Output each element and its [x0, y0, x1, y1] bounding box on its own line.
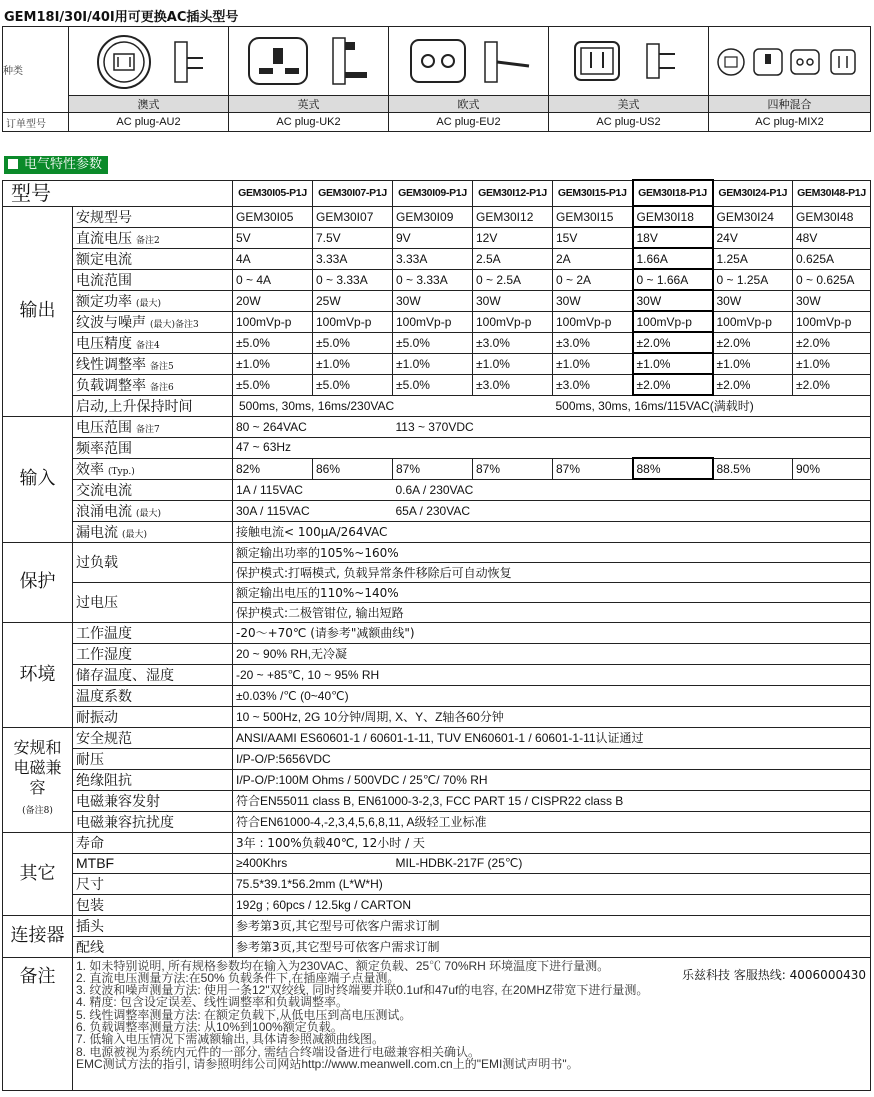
row-label-note: 备注2 [136, 235, 160, 246]
plug-order-us: AC plug-US2 [549, 113, 709, 132]
mix-plug-icon [709, 28, 869, 94]
cell: 10 ~ 500Hz, 2G 10分钟/周期, X、Y、Z轴各60分钟 [233, 706, 871, 727]
note-line: 7. 低输入电压情况下需减额输出, 具体请参照减额曲线图。 [76, 1032, 385, 1047]
uk-plug-icon [229, 28, 387, 94]
plug-table [2, 26, 871, 132]
row-label-text: 线性调整率 [76, 356, 146, 373]
cell: 0.6A / 230VAC [393, 479, 871, 500]
cell: 9V [393, 227, 473, 248]
cell: 0 ~ 4A [233, 269, 313, 290]
group-other: 其它 [3, 832, 73, 915]
cell: GEM30I15 [553, 206, 633, 227]
cell: 20 ~ 90% RH,无冷凝 [233, 643, 871, 664]
cell: 30W [393, 290, 473, 311]
cell: 48V [793, 227, 871, 248]
note-line: 6. 负载调整率测量方法: 从10%到100%额定负载。 [76, 1019, 343, 1034]
row-frequency [3, 437, 871, 458]
plug-uk-image [229, 27, 389, 96]
row-label: 交流电流 [73, 479, 233, 500]
cell: ±1.0% [713, 353, 793, 374]
row-label [73, 353, 233, 374]
row-cable [3, 936, 871, 957]
row-emc-emission [3, 790, 871, 811]
plug-name-eu: 欧式 [389, 96, 549, 113]
cell: ±5.0% [233, 332, 313, 353]
cell: 30A / 115VAC [233, 500, 393, 521]
cell: ±3.0% [553, 374, 633, 395]
row-label-note: 备注7 [136, 424, 160, 435]
section-heading-text: 电气特性参数 [24, 157, 103, 172]
row-label [73, 500, 233, 521]
cell: 30W [633, 290, 713, 311]
cell: 192g ; 60pcs / 12.5kg / CARTON [233, 894, 871, 915]
cell: 额定输出功率的105%~160% [233, 542, 871, 562]
row-overvoltage-1 [3, 582, 871, 602]
row-withstand [3, 748, 871, 769]
row-line-regulation [3, 353, 871, 374]
plug-name-us: 美式 [549, 96, 709, 113]
row-temp-coeff [3, 685, 871, 706]
row-emc-immunity [3, 811, 871, 832]
cell: 100mVp-p [313, 311, 393, 332]
cell: 12V [473, 227, 553, 248]
au-plug-icon [69, 28, 227, 94]
cell: 100mVp-p [713, 311, 793, 332]
row-dc-voltage [3, 227, 871, 248]
row-label: 插头 [73, 915, 233, 936]
cell: GEM30I12 [473, 206, 553, 227]
row-ac-current [3, 479, 871, 500]
cell: ±5.0% [393, 332, 473, 353]
cell: ±1.0% [793, 353, 871, 374]
row-leakage [3, 521, 871, 542]
cell: 0 ~ 1.25A [713, 269, 793, 290]
model-header-label: 型号 [3, 180, 233, 206]
row-label [73, 374, 233, 395]
row-label-note: (最大) [122, 529, 148, 540]
row-label-text: 电压精度 [76, 335, 132, 352]
cell: 接触电流< 100μA/264VAC [233, 521, 871, 542]
cell: GEM30I48 [793, 206, 871, 227]
row-efficiency [3, 458, 871, 479]
model-name: GEM30I12-P1J [473, 180, 553, 206]
cell: 87% [553, 458, 633, 479]
row-label-text: 电压范围 [76, 419, 132, 436]
cell: 24V [713, 227, 793, 248]
us-plug-icon [549, 28, 707, 94]
eu-plug-icon [389, 28, 547, 94]
cell: 0 ~ 0.625A [793, 269, 871, 290]
row-isolation [3, 769, 871, 790]
row-label [73, 332, 233, 353]
cell: 100mVp-p [633, 311, 713, 332]
plug-eu-image [389, 27, 549, 96]
row-current-range [3, 269, 871, 290]
cell: ≥400Khrs [233, 853, 393, 873]
cell: 100mVp-p [553, 311, 633, 332]
row-inrush [3, 500, 871, 521]
group-safety-emc-title: 安规和电磁兼容 [13, 738, 62, 797]
row-label-note: 备注4 [136, 340, 160, 351]
row-label-text: 浪涌电流 [76, 503, 132, 520]
cell: 18V [633, 227, 713, 248]
row-label: 过负载 [73, 542, 233, 582]
row-label-note: (最大) [136, 298, 162, 309]
row-label-text: 纹波与噪声 [76, 314, 146, 331]
row-label: 耐压 [73, 748, 233, 769]
row-overload-1 [3, 542, 871, 562]
cell: ±5.0% [393, 374, 473, 395]
cell: ±1.0% [473, 353, 553, 374]
cell: ANSI/AAMI ES60601-1 / 60601-1-11, TUV EN60601-1 / 60601-1-11认证通过 [233, 727, 871, 748]
row-label: 安全规范 [73, 727, 233, 748]
model-name: GEM30I24-P1J [713, 180, 793, 206]
cell: 保护模式:打嗝模式, 负载异常条件移除后可自动恢复 [233, 562, 871, 582]
cell: GEM30I09 [393, 206, 473, 227]
row-label [73, 290, 233, 311]
row-setup-time [3, 395, 871, 416]
row-label [73, 227, 233, 248]
group-protection: 保护 [3, 542, 73, 622]
cell: ±2.0% [633, 332, 713, 353]
row-plug [3, 915, 871, 936]
cell: 90% [793, 458, 871, 479]
row-label: 电流范围 [73, 269, 233, 290]
cell: 3.33A [313, 248, 393, 269]
cell: I/P-O/P:100M Ohms / 500VDC / 25℃/ 70% RH [233, 769, 871, 790]
cell: 80 ~ 264VAC [233, 416, 393, 437]
row-label [73, 521, 233, 542]
row-label-note: 备注5 [150, 361, 174, 372]
row-label [73, 458, 233, 479]
cell: ±5.0% [313, 332, 393, 353]
cell: 符合EN61000-4,-2,3,4,5,6,8,11, A级轻工业标准 [233, 811, 871, 832]
row-label: MTBF [73, 853, 233, 873]
plug-name-uk: 英式 [229, 96, 389, 113]
row-label: 工作温度 [73, 622, 233, 643]
cell: 86% [313, 458, 393, 479]
cell: ±0.03% /℃ (0~40℃) [233, 685, 871, 706]
cell: 113 ~ 370VDC [393, 416, 871, 437]
cell: ±2.0% [633, 374, 713, 395]
row-label-note: (Typ.) [108, 466, 135, 477]
page-title: GEM18I/30I/40I用可更换AC插头型号 [4, 10, 239, 25]
row-packing [3, 894, 871, 915]
cell: 2.5A [473, 248, 553, 269]
cell: I/P-O/P:5656VDC [233, 748, 871, 769]
cell: ±2.0% [713, 374, 793, 395]
cell: 参考第3页,其它型号可依客户需求订制 [233, 936, 871, 957]
row-label: 启动,上升保持时间 [73, 395, 233, 416]
plug-order-mix: AC plug-MIX2 [709, 113, 871, 132]
cell: 88.5% [713, 458, 793, 479]
row-label-text: 效率 [76, 461, 104, 478]
cell: 2A [553, 248, 633, 269]
cell: 0.625A [793, 248, 871, 269]
note-line: 1. 如未特别说明, 所有规格参数均在输入为230VAC、额定负载、25℃ 70%RH 环境温度下进行量测。 [76, 958, 610, 973]
cell: 0 ~ 3.33A [393, 269, 473, 290]
cell: 0 ~ 3.33A [313, 269, 393, 290]
row-storage [3, 664, 871, 685]
plug-us-image [549, 27, 709, 96]
cell: GEM30I24 [713, 206, 793, 227]
plug-order-au: AC plug-AU2 [69, 113, 229, 132]
row-label: 耐振动 [73, 706, 233, 727]
row-dimension [3, 873, 871, 894]
cell: ±2.0% [713, 332, 793, 353]
group-safety-emc [3, 727, 73, 832]
cell: 47 ~ 63Hz [233, 437, 871, 458]
plug-order-uk: AC plug-UK2 [229, 113, 389, 132]
row-label-note: (最大) [136, 508, 162, 519]
model-name: GEM30I48-P1J [793, 180, 871, 206]
cell: 15V [553, 227, 633, 248]
plug-order-eu: AC plug-EU2 [389, 113, 549, 132]
cell: 3.33A [393, 248, 473, 269]
cell: ±2.0% [793, 332, 871, 353]
cell: ±5.0% [313, 374, 393, 395]
cell: 4A [233, 248, 313, 269]
row-mtbf [3, 853, 871, 873]
cell: ±1.0% [233, 353, 313, 374]
cell: 100mVp-p [233, 311, 313, 332]
cell: 87% [393, 458, 473, 479]
cell: 82% [233, 458, 313, 479]
row-label: 寿命 [73, 832, 233, 853]
cell: 30W [553, 290, 633, 311]
row-label-note: (最大)备注3 [150, 319, 199, 330]
row-input-voltage [3, 416, 871, 437]
cell: ±1.0% [393, 353, 473, 374]
plug-mix-image [709, 27, 871, 96]
row-label: 电磁兼容抗扰度 [73, 811, 233, 832]
row-label-text: 漏电流 [76, 524, 118, 541]
row-label [73, 311, 233, 332]
cell: 100mVp-p [393, 311, 473, 332]
cell: ±3.0% [553, 332, 633, 353]
note-line: 5. 线性调整率测量方法: 在额定负载下,从低电压到高电压测试。 [76, 1007, 412, 1022]
row-rated-current [3, 248, 871, 269]
row-work-temp [3, 622, 871, 643]
square-bullet-icon [8, 159, 18, 169]
row-label: 工作湿度 [73, 643, 233, 664]
note-line: 3. 纹波和噪声测量方法: 使用一条12"双绞线, 同时终端要并联0.1uf和47uf的电容, 在20MHZ带宽下进行量测。 [76, 983, 649, 998]
cell: 0 ~ 2.5A [473, 269, 553, 290]
cell: 参考第3页,其它型号可依客户需求订制 [233, 915, 871, 936]
note-line: EMC测试方法的指引, 请参照明纬公司网站http://www.meanwell.com.cn上的"EMI测试声明书"。 [76, 1056, 579, 1071]
cell: 25W [313, 290, 393, 311]
cell: ±3.0% [473, 332, 553, 353]
cell: ±2.0% [793, 374, 871, 395]
cell: MIL-HDBK-217F (25℃) [393, 853, 871, 873]
cell: ±1.0% [313, 353, 393, 374]
model-name: GEM30I07-P1J [313, 180, 393, 206]
cell: 100mVp-p [473, 311, 553, 332]
cell: 3年 : 100%负载40℃, 12小时 / 天 [233, 832, 871, 853]
model-name: GEM30I15-P1J [553, 180, 633, 206]
spec-table [2, 179, 871, 1091]
row-voltage-tolerance [3, 332, 871, 353]
row-load-regulation [3, 374, 871, 395]
cell: 保护模式:二极管钳位, 输出短路 [233, 602, 871, 622]
group-connector: 连接器 [3, 915, 73, 957]
section-heading [4, 156, 108, 174]
row-label: 频率范围 [73, 437, 233, 458]
row-label [73, 416, 233, 437]
cell: 符合EN55011 class B, EN61000-3-2,3, FCC PART 15 / CISPR22 class B [233, 790, 871, 811]
note-line: 8. 电源被视为系统内元件的一部分, 需结合终端设备进行电磁兼容相关确认。 [76, 1044, 481, 1059]
group-input: 输入 [3, 416, 73, 542]
row-work-humidity [3, 643, 871, 664]
row-label: 过电压 [73, 582, 233, 622]
service-hotline: 乐兹科技 客服热线: 4006000430 [681, 968, 866, 982]
model-name: GEM30I09-P1J [393, 180, 473, 206]
row-label: 温度系数 [73, 685, 233, 706]
cell: 87% [473, 458, 553, 479]
group-safety-emc-note: (备注8) [22, 806, 53, 816]
row-label: 配线 [73, 936, 233, 957]
cell: 额定输出电压的110%~140% [233, 582, 871, 602]
row-label: 绝缘阻抗 [73, 769, 233, 790]
row-label-note: 备注6 [150, 382, 174, 393]
group-output: 输出 [3, 206, 73, 416]
cell: GEM30I18 [633, 206, 713, 227]
cell: 0 ~ 2A [553, 269, 633, 290]
cell: ±5.0% [233, 374, 313, 395]
row-life [3, 832, 871, 853]
row-label: 安规型号 [73, 206, 233, 227]
row-rated-power [3, 290, 871, 311]
row-label: 额定电流 [73, 248, 233, 269]
row-label: 储存温度、湿度 [73, 664, 233, 685]
group-remarks: 备注 [3, 957, 73, 1090]
cell: ±3.0% [473, 374, 553, 395]
cell: 20W [233, 290, 313, 311]
row-safety-standards [3, 727, 871, 748]
cell: -20 ~ +85℃, 10 ~ 95% RH [233, 664, 871, 685]
cell: 30W [713, 290, 793, 311]
row-label: 电磁兼容发射 [73, 790, 233, 811]
model-name: GEM30I05-P1J [233, 180, 313, 206]
note-line: 2. 直流电压测量方法:在50% 负载条件下,在插座端子点量测。 [76, 970, 400, 985]
plug-type-label: 种类 [3, 27, 69, 113]
cell: 30W [793, 290, 871, 311]
row-label-text: 负载调整率 [76, 377, 146, 394]
cell: 0 ~ 1.66A [633, 269, 713, 290]
cell: 100mVp-p [793, 311, 871, 332]
cell: 75.5*39.1*56.2mm (L*W*H) [233, 873, 871, 894]
cell: -20〜+70℃ (请参考"减额曲线") [233, 622, 871, 643]
cell: 1.25A [713, 248, 793, 269]
cell: 500ms, 30ms, 16ms/230VAC [233, 395, 553, 416]
cell: 5V [233, 227, 313, 248]
plug-name-mix: 四种混合 [709, 96, 871, 113]
cell: 7.5V [313, 227, 393, 248]
plug-au-image [69, 27, 229, 96]
cell: 65A / 230VAC [393, 500, 871, 521]
cell: ±1.0% [553, 353, 633, 374]
row-label: 包装 [73, 894, 233, 915]
cell: 500ms, 30ms, 16ms/115VAC(满载时) [553, 395, 871, 416]
plug-order-label: 订单型号 [3, 113, 69, 132]
row-label-text: 直流电压 [76, 230, 132, 247]
row-label: 尺寸 [73, 873, 233, 894]
row-ripple [3, 311, 871, 332]
row-label-text: 额定功率 [76, 293, 132, 310]
row-vibration [3, 706, 871, 727]
note-line: 4. 精度: 包含设定误差、线性调整率和负载调整率。 [76, 995, 349, 1010]
model-name-highlighted: GEM30I18-P1J [633, 180, 713, 206]
cell: GEM30I05 [233, 206, 313, 227]
cell: GEM30I07 [313, 206, 393, 227]
cell: 1A / 115VAC [233, 479, 393, 500]
group-environment: 环境 [3, 622, 73, 727]
plug-name-au: 澳式 [69, 96, 229, 113]
row-safety-model [3, 206, 871, 227]
cell: ±1.0% [633, 353, 713, 374]
cell: 1.66A [633, 248, 713, 269]
cell: 88% [633, 458, 713, 479]
cell: 30W [473, 290, 553, 311]
model-header-row [3, 180, 871, 206]
